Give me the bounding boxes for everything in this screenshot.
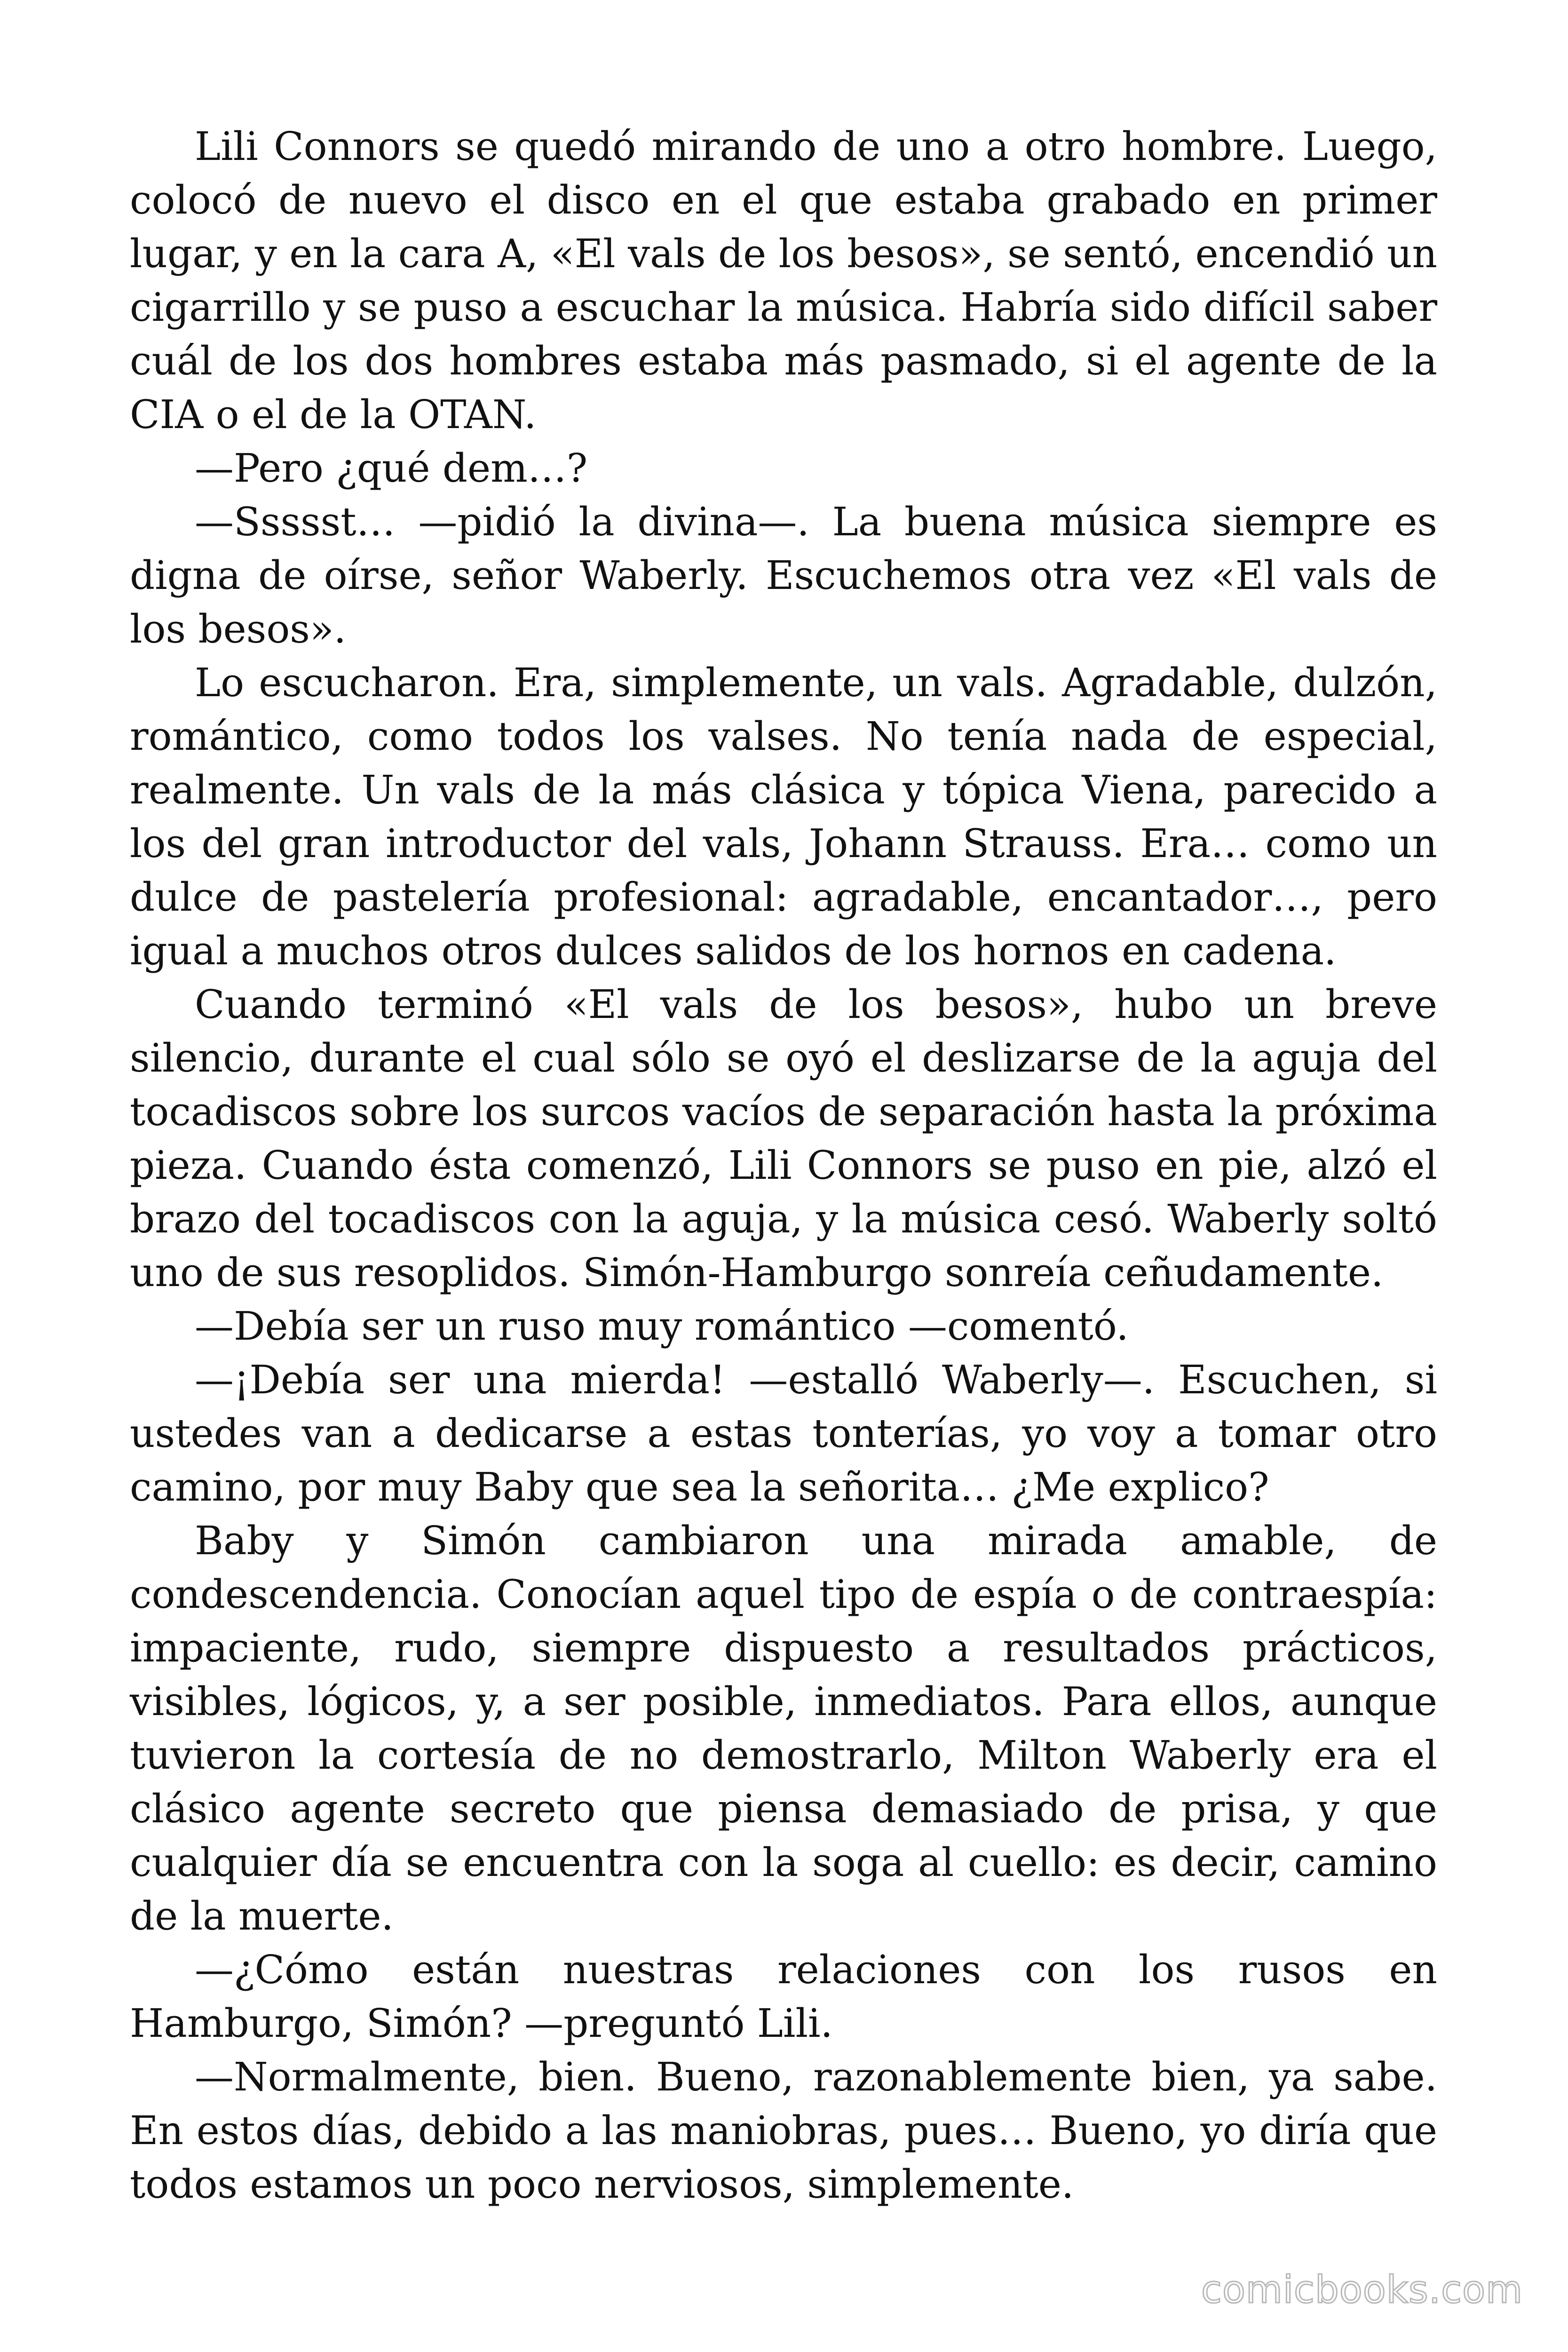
watermark-text: comicbooks.com	[1201, 2268, 1523, 2312]
paragraph: Cuando terminó «El vals de los besos», hubo un breve silencio, durante el cual sólo se oyó el deslizarse de la aguja del tocadiscos sobre los surcos vacíos de separación hasta la próxima pieza. Cuando ésta comenzó, Lili Connors se puso en pie, alzó el brazo del tocadiscos con la aguja, y la música cesó. Waberly soltó uno de sus resoplidos. Simón-Hamburgo sonreía ceñudamente.	[130, 982, 1437, 1295]
body-text	[130, 120, 1437, 2211]
paragraph: Lili Connors se quedó mirando de uno a otro hombre. Luego, colocó de nuevo el disco en el que estaba grabado en primer lugar, y en la cara A, «El vals de los besos», se sentó, encendió un cigarrillo y se puso a escuchar la música. Habría sido difícil saber cuál de los dos hombres estaba más pasmado, si el agente de la CIA o el de la OTAN.	[130, 124, 1438, 437]
paragraph: —Ssssst… —pidió la divina—. La buena música siempre es digna de oírse, señor Waberly. Escuchemos otra vez «El vals de los besos».	[130, 499, 1437, 652]
paragraph: —Debía ser un ruso muy romántico —comentó.	[195, 1303, 1129, 1349]
paragraph: —¡Debía ser una mierda! —estalló Waberly—. Escuchen, si ustedes van a dedicarse a estas tonterías, yo voy a tomar otro camino, por muy Baby que sea la señorita… ¿Me explico?	[130, 1357, 1437, 1510]
paragraph: —¿Cómo están nuestras relaciones con los rusos en Hamburgo, Simón? —preguntó Lili.	[130, 1947, 1437, 2046]
paragraph: Lo escucharon. Era, simplemente, un vals. Agradable, dulzón, romántico, como todos los valses. No tenía nada de especial, realmente. Un vals de la más clásica y tópica Viena, parecido a los del gran introductor del vals, Johann Strauss. Era… como un dulce de pastelería profesional: agradable, encantador…, pero igual a muchos otros dulces salidos de los hornos en cadena.	[130, 660, 1437, 974]
paragraph: —Normalmente, bien. Bueno, razonablemente bien, ya sabe. En estos días, debido a las maniobras, pues… Bueno, yo diría que todos estamos un poco nerviosos, simplemente.	[130, 2054, 1437, 2207]
paragraph: —Pero ¿qué dem…?	[195, 445, 588, 491]
paragraph: Baby y Simón cambiaron una mirada amable, de condescendencia. Conocían aquel tipo de espía o de contraespía: impaciente, rudo, siempre dispuesto a resultados prácticos, visibles, lógicos, y, a ser posible, inmediatos. Para ellos, aunque tuvieron la cortesía de no demostrarlo, Milton Waberly era el clásico agente secreto que piensa demasiado de prisa, y que cualquier día se encuentra con la soga al cuello: es decir, camino de la muerte.	[130, 1518, 1437, 1939]
